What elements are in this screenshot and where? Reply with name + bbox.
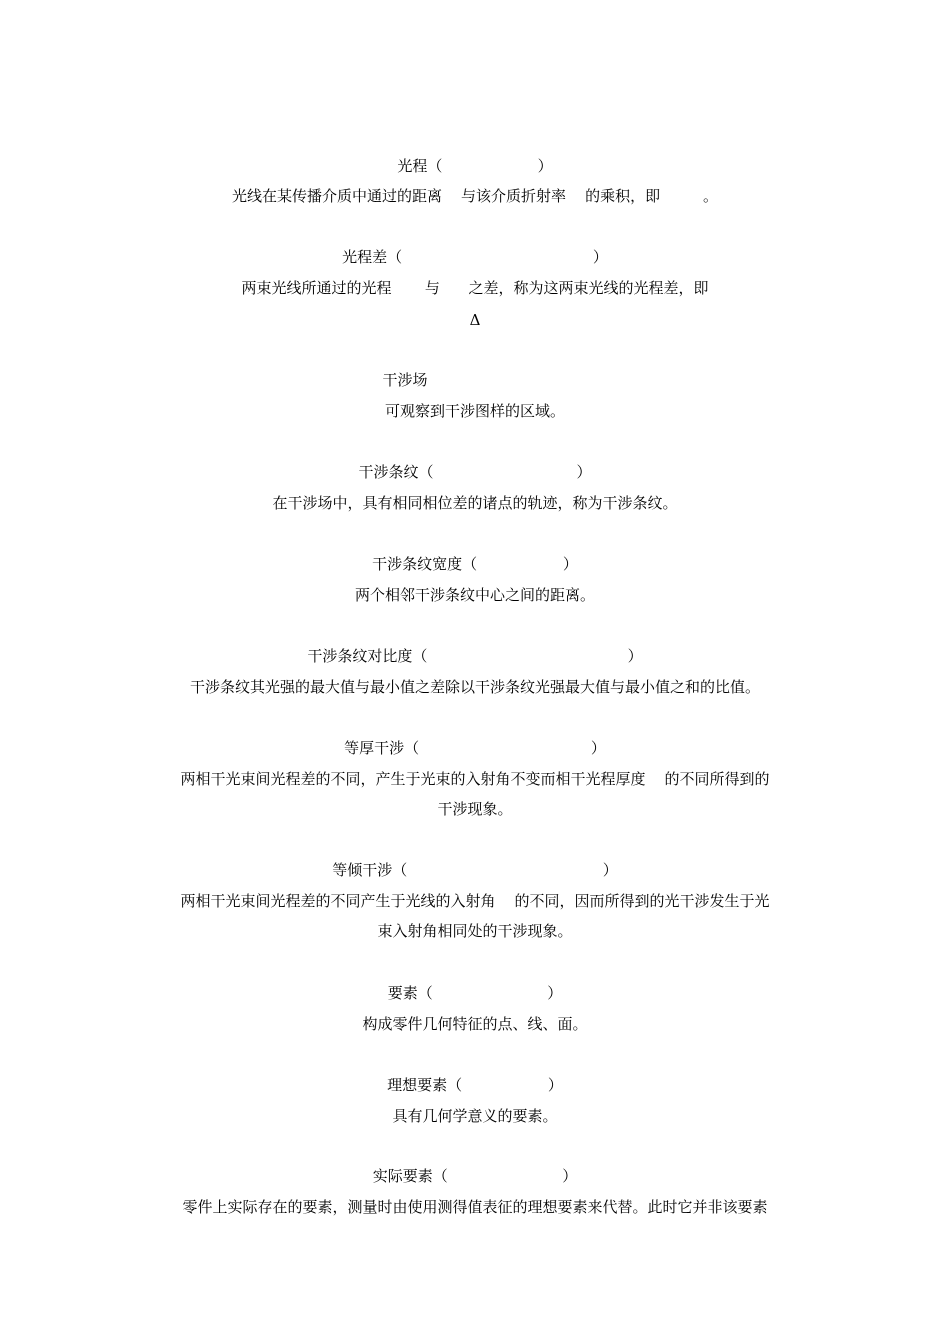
definition-line: 具有几何学意义的要素。 — [392, 1107, 558, 1125]
definition-line: 干涉现象。 — [437, 800, 513, 818]
definition-line: 光线在某传播介质中通过的距离 与该介质折射率 的乘积，即 。 — [231, 187, 719, 205]
term-heading: 干涉条纹宽度（ ） — [372, 555, 578, 573]
definition-line: 干涉条纹其光强的最大值与最小值之差除以干涉条纹光强最大值与最小值之和的比值。 — [189, 678, 760, 696]
term-heading: 光程差（ ） — [342, 248, 608, 266]
term-heading: 干涉条纹对比度（ ） — [307, 647, 643, 665]
definition-line: 在干涉场中，具有相同相位差的诸点的轨迹，称为干涉条纹。 — [272, 494, 678, 512]
definition-line: 可观察到干涉图样的区域。 — [384, 402, 565, 420]
definition-line: 两相干光束间光程差的不同产生于光线的入射角 的不同，因而所得到的光干涉发生于光 — [180, 892, 770, 910]
definition-line: 束入射角相同处的干涉现象。 — [377, 922, 573, 940]
term-heading: 要素（ ） — [387, 984, 563, 1002]
term-heading: 干涉条纹（ ） — [358, 463, 592, 481]
term-heading: 实际要素（ ） — [372, 1167, 578, 1185]
term-heading: 理想要素（ ） — [387, 1076, 563, 1094]
definition-line: 两相干光束间光程差的不同，产生于光束的入射角不变而相干光程厚度 的不同所得到的 — [180, 770, 770, 788]
term-heading: 等厚干涉（ ） — [344, 739, 606, 757]
definition-line: 构成零件几何特征的点、线、面。 — [362, 1015, 588, 1033]
term-heading: 等倾干涉（ ） — [332, 861, 618, 879]
definition-line: 两个相邻干涉条纹中心之间的距离。 — [354, 586, 595, 604]
definition-line: 两束光线所通过的光程 与 之差，称为这两束光线的光程差，即 — [241, 279, 709, 297]
formula-line: Δ — [469, 311, 481, 329]
definition-line: 零件上实际存在的要素，测量时由使用测得值表征的理想要素来代替。此时它并非该要素 — [182, 1198, 768, 1216]
term-heading: 干涉场 — [382, 371, 428, 389]
term-heading: 光程（ ） — [397, 157, 553, 175]
